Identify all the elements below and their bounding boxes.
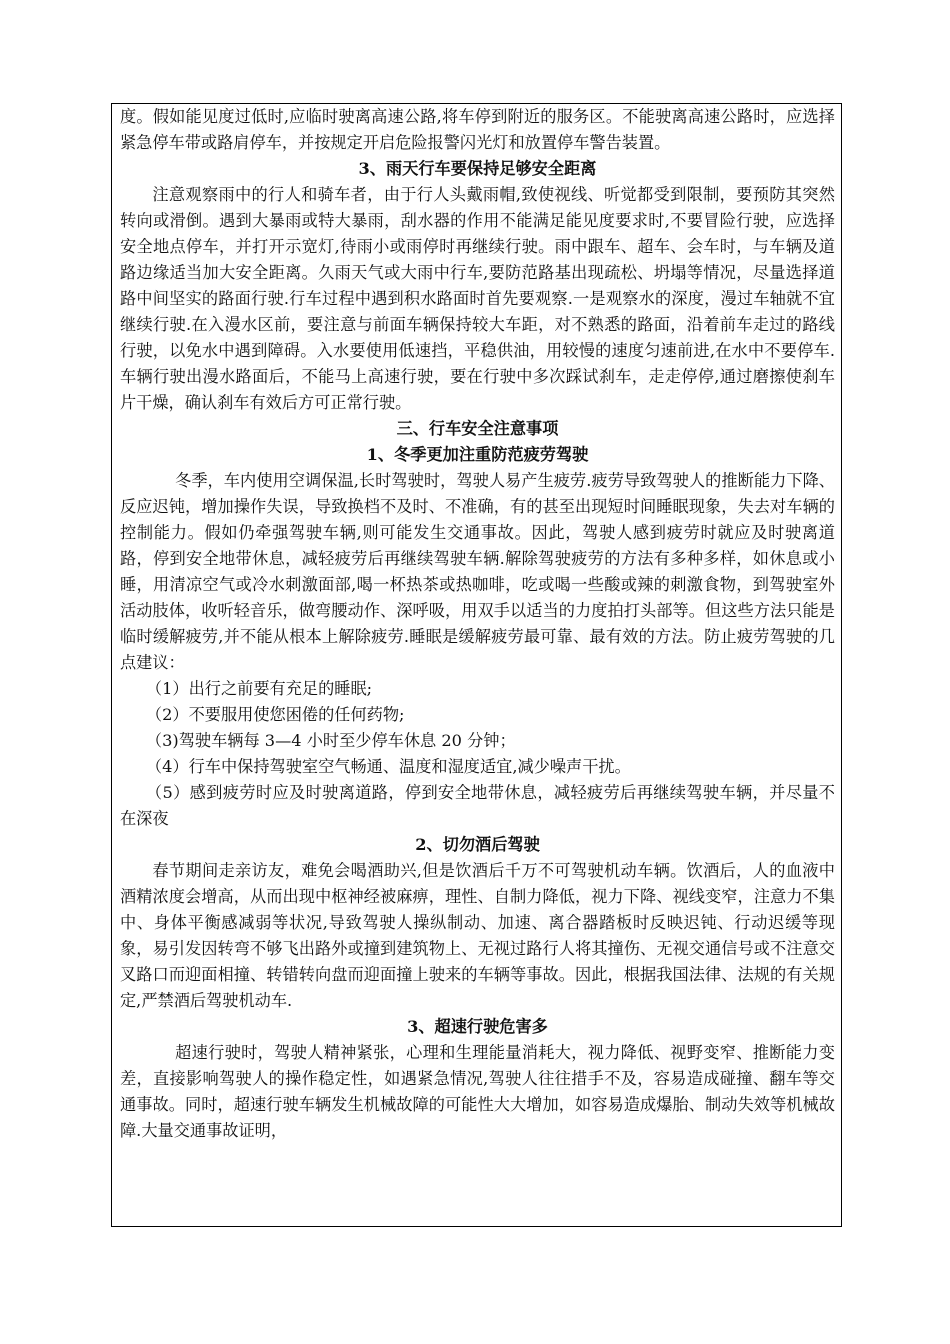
list-item: （2）不要服用使您困倦的任何药物; (145, 705, 405, 724)
section-heading: 1、冬季更加注重防范疲劳驾驶 (366, 445, 589, 464)
section-heading: 3、雨天行车要保持足够安全距离 (358, 159, 597, 178)
body-paragraph: 春节期间走亲访友，难免会喝酒助兴,但是饮酒后千万不可驾驶机动车辆。饮酒后，人的血液中酒精浓度会增高，从而出现中枢神经被麻痹，理性、自制力降低，视力下降、视线变窄，注意力不集中、身体平衡感减弱等状况,导致驾驶人操纵制动、加速、离合器踏板时反映迟钝、行动迟缓等现象，易引发因转弯不够飞出路外或撞到建筑物上、无视过路行人将其撞伤、无视交通信号或不注意交叉路口而迎面相撞、转错转向盘而迎面撞上驶来的车辆等事故。因此，根据我国法律、法规的有关规定,严禁酒后驾驶机动车. (120, 861, 835, 1010)
body-paragraph: 超速行驶时，驾驶人精神紧张，心理和生理能量消耗大，视力降低、视野变窄、推断能力变差，直接影响驾驶人的操作稳定性，如遇紧急情况,驾驶人往往措手不及，容易造成碰撞、翻车等交通事故。同时，超速行驶车辆发生机械故障的可能性大大增加，如容易造成爆胎、制动失效等机械故障.大量交通事故证明， (120, 1043, 835, 1140)
body-paragraph: （5）感到疲劳时应及时驶离道路，停到安全地带休息，减轻疲劳后再继续驾驶车辆，并尽量不在深夜 (120, 783, 835, 828)
list-item: （1）出行之前要有充足的睡眠; (145, 679, 373, 698)
section-heading: 三、行车安全注意事项 (396, 419, 559, 438)
list-item: （3)驾驶车辆每 3—4 小时至少停车休息 20 分钟； (145, 731, 516, 750)
body-paragraph: 注意观察雨中的行人和骑车者，由于行人头戴雨帽,致使视线、听觉都受到限制，要预防其突然转向或滑倒。遇到大暴雨或特大暴雨，刮水器的作用不能满足能见度要求时,不要冒险行驶，应选择安全地点停车，并打开示宽灯,待雨小或雨停时再继续行驶。雨中跟车、超车、会车时，与车辆及道路边缘适当加大安全距离。久雨天气或大雨中行车,要防范路基出现疏松、坍塌等情况，尽量选择道路中间坚实的路面行驶.行车过程中遇到积水路面时首先要观察.一是观察水的深度，漫过车轴就不宜继续行驶.在入漫水区前，要注意与前面车辆保持较大车距，对不熟悉的路面，沿着前车走过的路线行驶，以免水中遇到障碍。入水要使用低速挡，平稳供油，用较慢的速度匀速前进,在水中不要停车.车辆行驶出漫水路面后，不能马上高速行驶，要在行驶中多次踩试刹车，走走停停,通过磨擦使刹车片干燥，确认刹车有效后方可正常行驶。 (120, 185, 835, 412)
document-frame (111, 103, 842, 1227)
list-item: （4）行车中保持驾驶室空气畅通、温度和湿度适宜,减少噪声干扰。 (145, 757, 631, 776)
body-paragraph: 冬季，车内使用空调保温,长时驾驶时，驾驶人易产生疲劳.疲劳导致驾驶人的推断能力下降、反应迟钝，增加操作失误，导致换档不及时、不准确，有的甚至出现短时间睡眠现象，失去对车辆的控制能力。假如仍牵强驾驶车辆,则可能发生交通事故。因此，驾驶人感到疲劳时就应及时驶离道路，停到安全地带休息，减轻疲劳后再继续驾驶车辆.解除驾驶疲劳的方法有多种多样，如休息或小睡，用清凉空气或冷水刺激面部,喝一杯热茶或热咖啡，吃或喝一些酸或辣的刺激食物，到驾驶室外活动肢体，收听轻音乐，做弯腰动作、深呼吸，用双手以适当的力度拍打头部等。但这些方法只能是临时缓解疲劳,并不能从根本上解除疲劳.睡眠是缓解疲劳最可靠、最有效的方法。防止疲劳驾驶的几点建议： (120, 471, 835, 672)
section-heading: 2、切勿酒后驾驶 (415, 835, 540, 854)
section-heading: 3、超速行驶危害多 (407, 1017, 548, 1036)
body-paragraph: 度。假如能见度过低时,应临时驶离高速公路,将车停到附近的服务区。不能驶离高速公路时，应选择紧急停车带或路肩停车，并按规定开启危险报警闪光灯和放置停车警告装置。 (120, 107, 835, 152)
